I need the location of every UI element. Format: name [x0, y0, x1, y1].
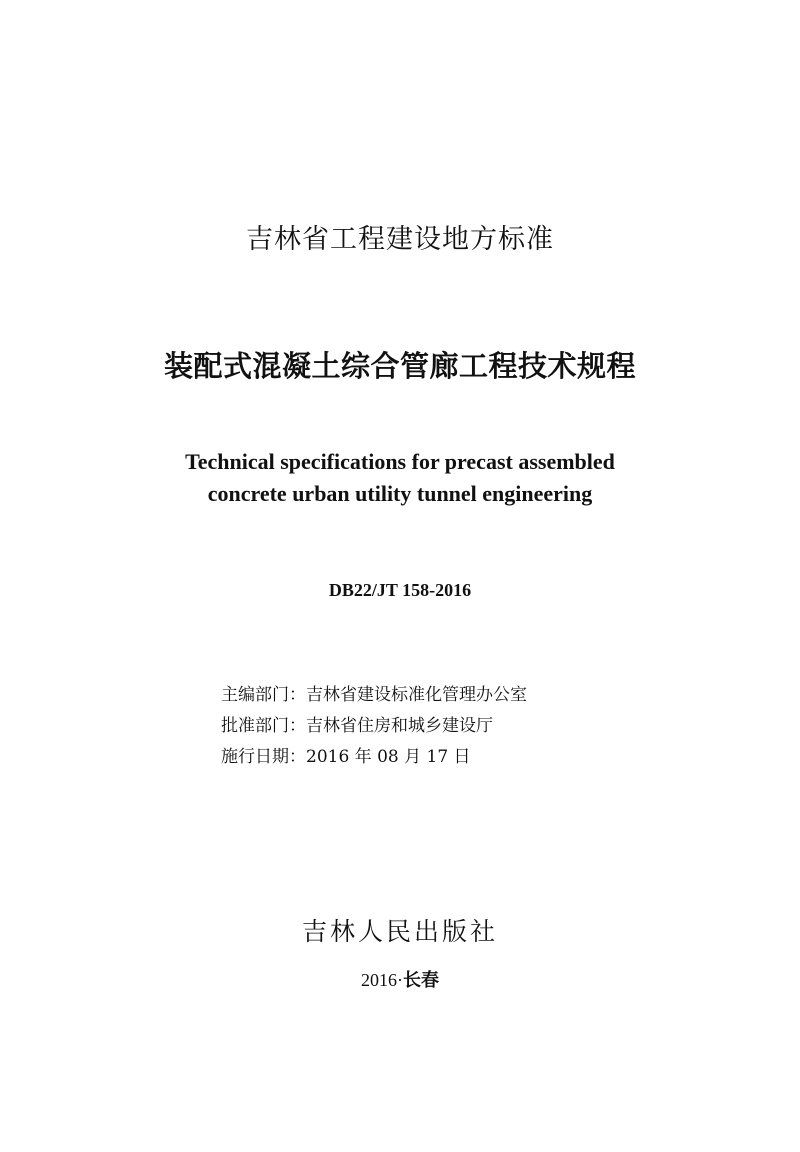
approval-department: 批准部门：吉林省住房和城乡建设厅	[221, 716, 493, 736]
english-title-line-2: concrete urban utility tunnel engineering	[207, 481, 593, 506]
publication-year: 2016·	[361, 970, 403, 990]
publication-city: 长春	[403, 970, 439, 991]
series-title: 吉林省工程建设地方标准	[246, 224, 554, 255]
effective-date: 施行日期：2016 年 08 月 17 日	[221, 747, 471, 767]
english-title-line-1: Technical specifications for precast assembled	[185, 449, 615, 474]
publisher: 吉林人民出版社	[301, 917, 498, 946]
publication-info	[221, 680, 527, 773]
main-title: 装配式混凝土综合管廊工程技术规程	[163, 349, 636, 383]
publication-place-year	[0, 966, 800, 995]
english-title	[0, 446, 800, 510]
standard-code: DB22/JT 158-2016	[328, 580, 472, 600]
editor-department: 主编部门：吉林省建设标准化管理办公室	[221, 685, 527, 705]
